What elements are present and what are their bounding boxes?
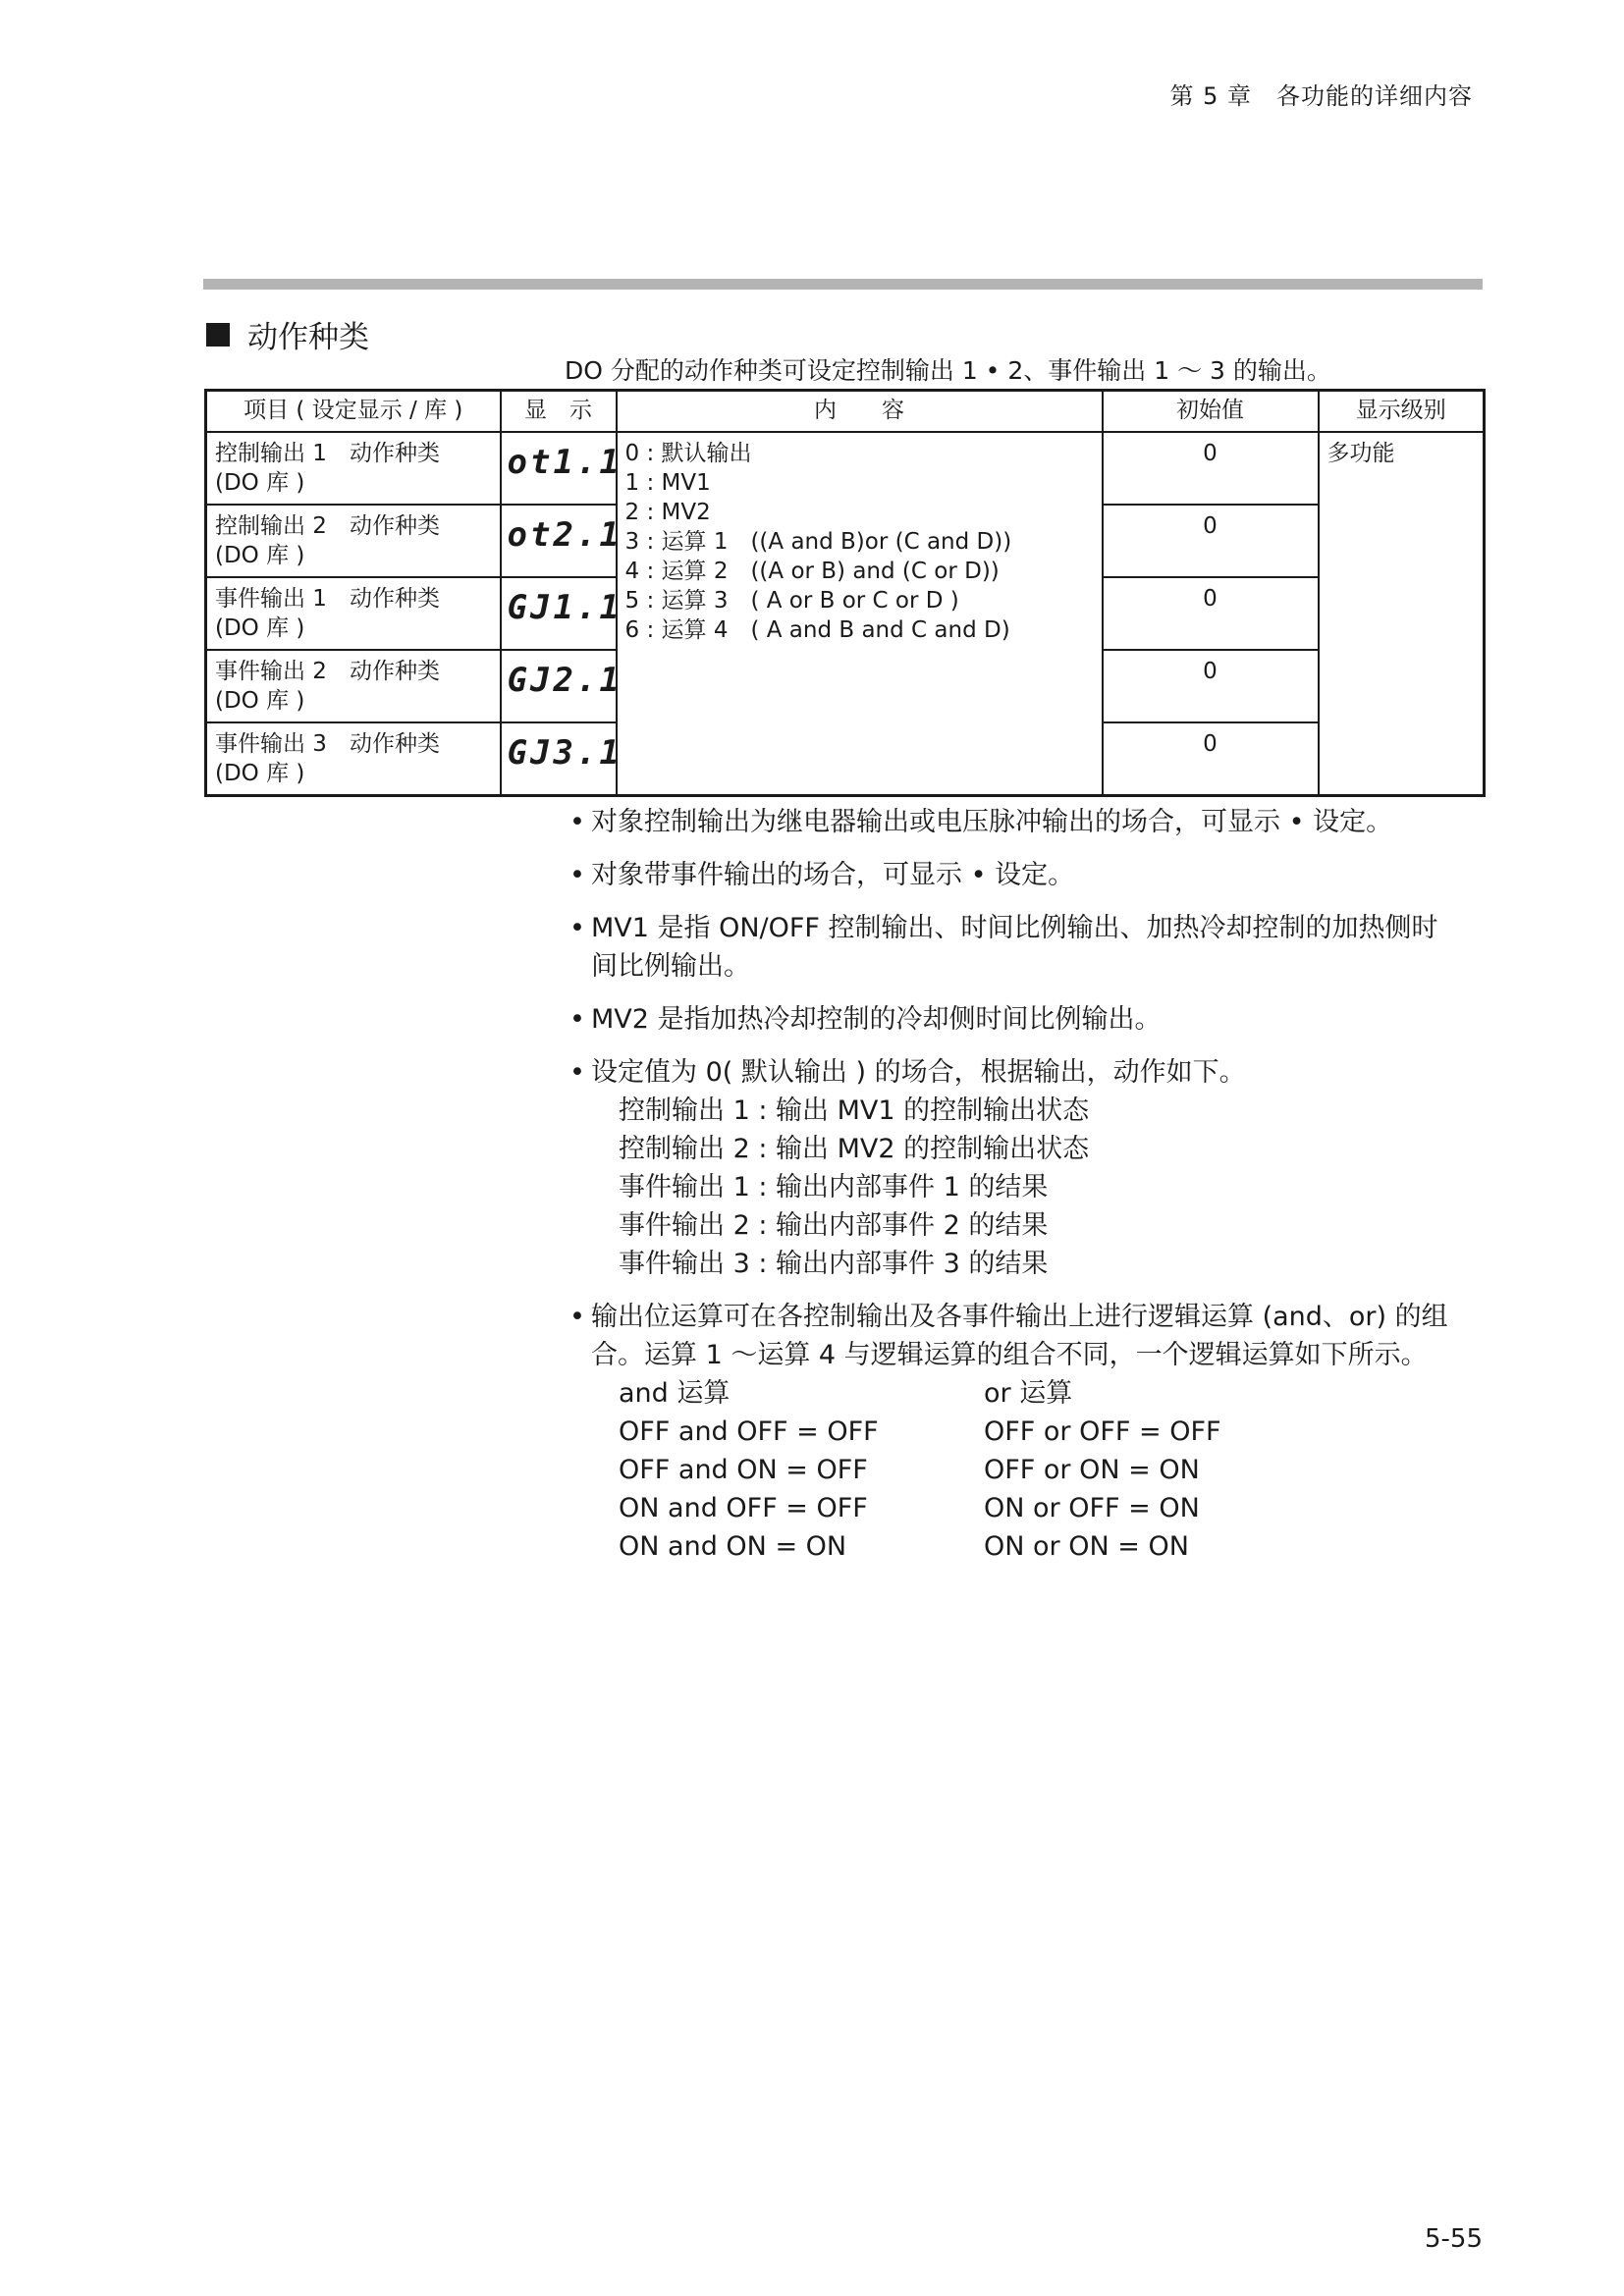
note-line: • 设定值为 0( 默认输出 ) 的场合，根据输出，动作如下。 <box>591 1057 1246 1088</box>
row-display <box>501 505 623 577</box>
section-title <box>206 312 369 356</box>
table-header-row <box>206 391 1485 433</box>
logic-line: or 运算 <box>984 1378 1073 1409</box>
sub-line: 事件输出 2 : 输出内部事件 2 的结果 <box>619 1210 1049 1241</box>
item-name: 事件输出 1 动作种类 <box>215 586 440 612</box>
content-line: 0 : 默认输出 <box>624 441 752 466</box>
level-cell: 多功能 <box>1319 432 1485 796</box>
settings-table <box>204 389 1486 797</box>
row-initial: 0 <box>1103 505 1319 577</box>
section-intro: DO 分配的动作种类可设定控制输出 1 • 2、事件输出 1 ～ 3 的输出。 <box>565 356 1331 385</box>
lcd-display-icon: GJ3.1 <box>507 733 623 773</box>
row-display <box>501 722 623 796</box>
logic-line: OFF and OFF = OFF <box>619 1416 879 1447</box>
and-column <box>619 1374 984 1566</box>
content-line: 2 : MV2 <box>624 500 711 525</box>
item-bank: (DO 库 ) <box>215 615 305 641</box>
row-initial: 0 <box>1103 722 1319 796</box>
note-item: • 对象控制输出为继电器输出或电压脉冲输出的场合，可显示 • 设定。 <box>569 803 1488 841</box>
logic-line: ON or ON = ON <box>984 1531 1189 1562</box>
item-bank: (DO 库 ) <box>215 688 305 714</box>
content-line: 3 : 运算 1 ((A and B)or (C and D)) <box>624 529 1012 555</box>
note-item <box>569 1053 1488 1283</box>
row-initial: 0 <box>1103 432 1319 505</box>
row-display <box>501 650 623 722</box>
square-bullet-icon <box>206 323 230 347</box>
sub-line: 事件输出 3 : 输出内部事件 3 的结果 <box>619 1249 1049 1279</box>
item-bank: (DO 库 ) <box>215 470 305 496</box>
note-item <box>569 1298 1488 1566</box>
item-name: 事件输出 2 动作种类 <box>215 659 440 684</box>
header-item: 项目 ( 设定显示 / 库 ) <box>206 391 501 433</box>
content-line: 4 : 运算 2 ((A or B) and (C or D)) <box>624 559 1000 584</box>
row-item <box>206 722 501 796</box>
logic-line: OFF or ON = ON <box>984 1455 1200 1485</box>
note-line: • MV1 是指 ON/OFF 控制输出、时间比例输出、加热冷却控制的加热侧时 <box>591 913 1438 943</box>
content-line: 1 : MV1 <box>624 470 711 496</box>
logic-line: ON or OFF = ON <box>984 1493 1200 1523</box>
note-item: • 对象带事件输出的场合，可显示 • 设定。 <box>569 856 1488 894</box>
section-divider <box>203 279 1483 290</box>
item-bank: (DO 库 ) <box>215 761 305 786</box>
row-initial: 0 <box>1103 577 1319 650</box>
logic-line: ON and ON = ON <box>619 1531 847 1562</box>
section-title-text: 动作种类 <box>247 320 369 355</box>
page-number: 5-55 <box>1424 2224 1483 2254</box>
table-row <box>206 432 1485 505</box>
note-line: • 输出位运算可在各控制输出及各事件输出上进行逻辑运算 (and、or) 的组 <box>591 1302 1448 1332</box>
header-display: 显 示 <box>501 391 617 433</box>
row-display <box>501 432 623 505</box>
row-item <box>206 577 501 650</box>
note-item <box>569 909 1488 986</box>
sub-line: 事件输出 1 : 输出内部事件 1 的结果 <box>619 1172 1049 1202</box>
lcd-display-icon: GJ2.1 <box>507 661 623 700</box>
content-line: 5 : 运算 3 ( A or B or C or D ) <box>624 588 959 614</box>
row-item <box>206 505 501 577</box>
note-line: 间比例输出。 <box>591 951 750 982</box>
lcd-display-icon: GJ1.1 <box>507 588 623 627</box>
logic-line: and 运算 <box>619 1378 731 1409</box>
sub-line: 控制输出 2 : 输出 MV2 的控制输出状态 <box>619 1134 1090 1164</box>
note-item: • MV2 是指加热冷却控制的冷却侧时间比例输出。 <box>569 1000 1488 1039</box>
content-line: 6 : 运算 4 ( A and B and C and D) <box>624 617 1010 643</box>
or-column <box>984 1374 1349 1566</box>
row-initial: 0 <box>1103 650 1319 722</box>
item-bank: (DO 库 ) <box>215 543 305 568</box>
row-display <box>501 577 623 650</box>
row-item <box>206 650 501 722</box>
lcd-display-icon: ot2.1 <box>507 515 623 555</box>
header-content: 内 容 <box>617 391 1103 433</box>
header-initial: 初始值 <box>1103 391 1319 433</box>
content-cell <box>617 432 1103 796</box>
sub-line: 控制输出 1 : 输出 MV1 的控制输出状态 <box>619 1095 1090 1126</box>
lcd-display-icon: ot1.1 <box>507 443 623 482</box>
logic-line: OFF or OFF = OFF <box>984 1416 1221 1447</box>
note-line: 合。运算 1 ～运算 4 与逻辑运算的组合不同，一个逻辑运算如下所示。 <box>591 1340 1428 1370</box>
row-item <box>206 432 501 505</box>
chapter-header: 第 5 章 各功能的详细内容 <box>1169 82 1473 110</box>
item-name: 控制输出 2 动作种类 <box>215 513 440 539</box>
item-name: 事件输出 3 动作种类 <box>215 731 440 757</box>
item-name: 控制输出 1 动作种类 <box>215 441 440 466</box>
header-level: 显示级别 <box>1319 391 1485 433</box>
logic-line: ON and OFF = OFF <box>619 1493 868 1523</box>
notes-list <box>569 803 1488 1580</box>
logic-line: OFF and ON = OFF <box>619 1455 868 1485</box>
logic-table <box>591 1374 1488 1566</box>
